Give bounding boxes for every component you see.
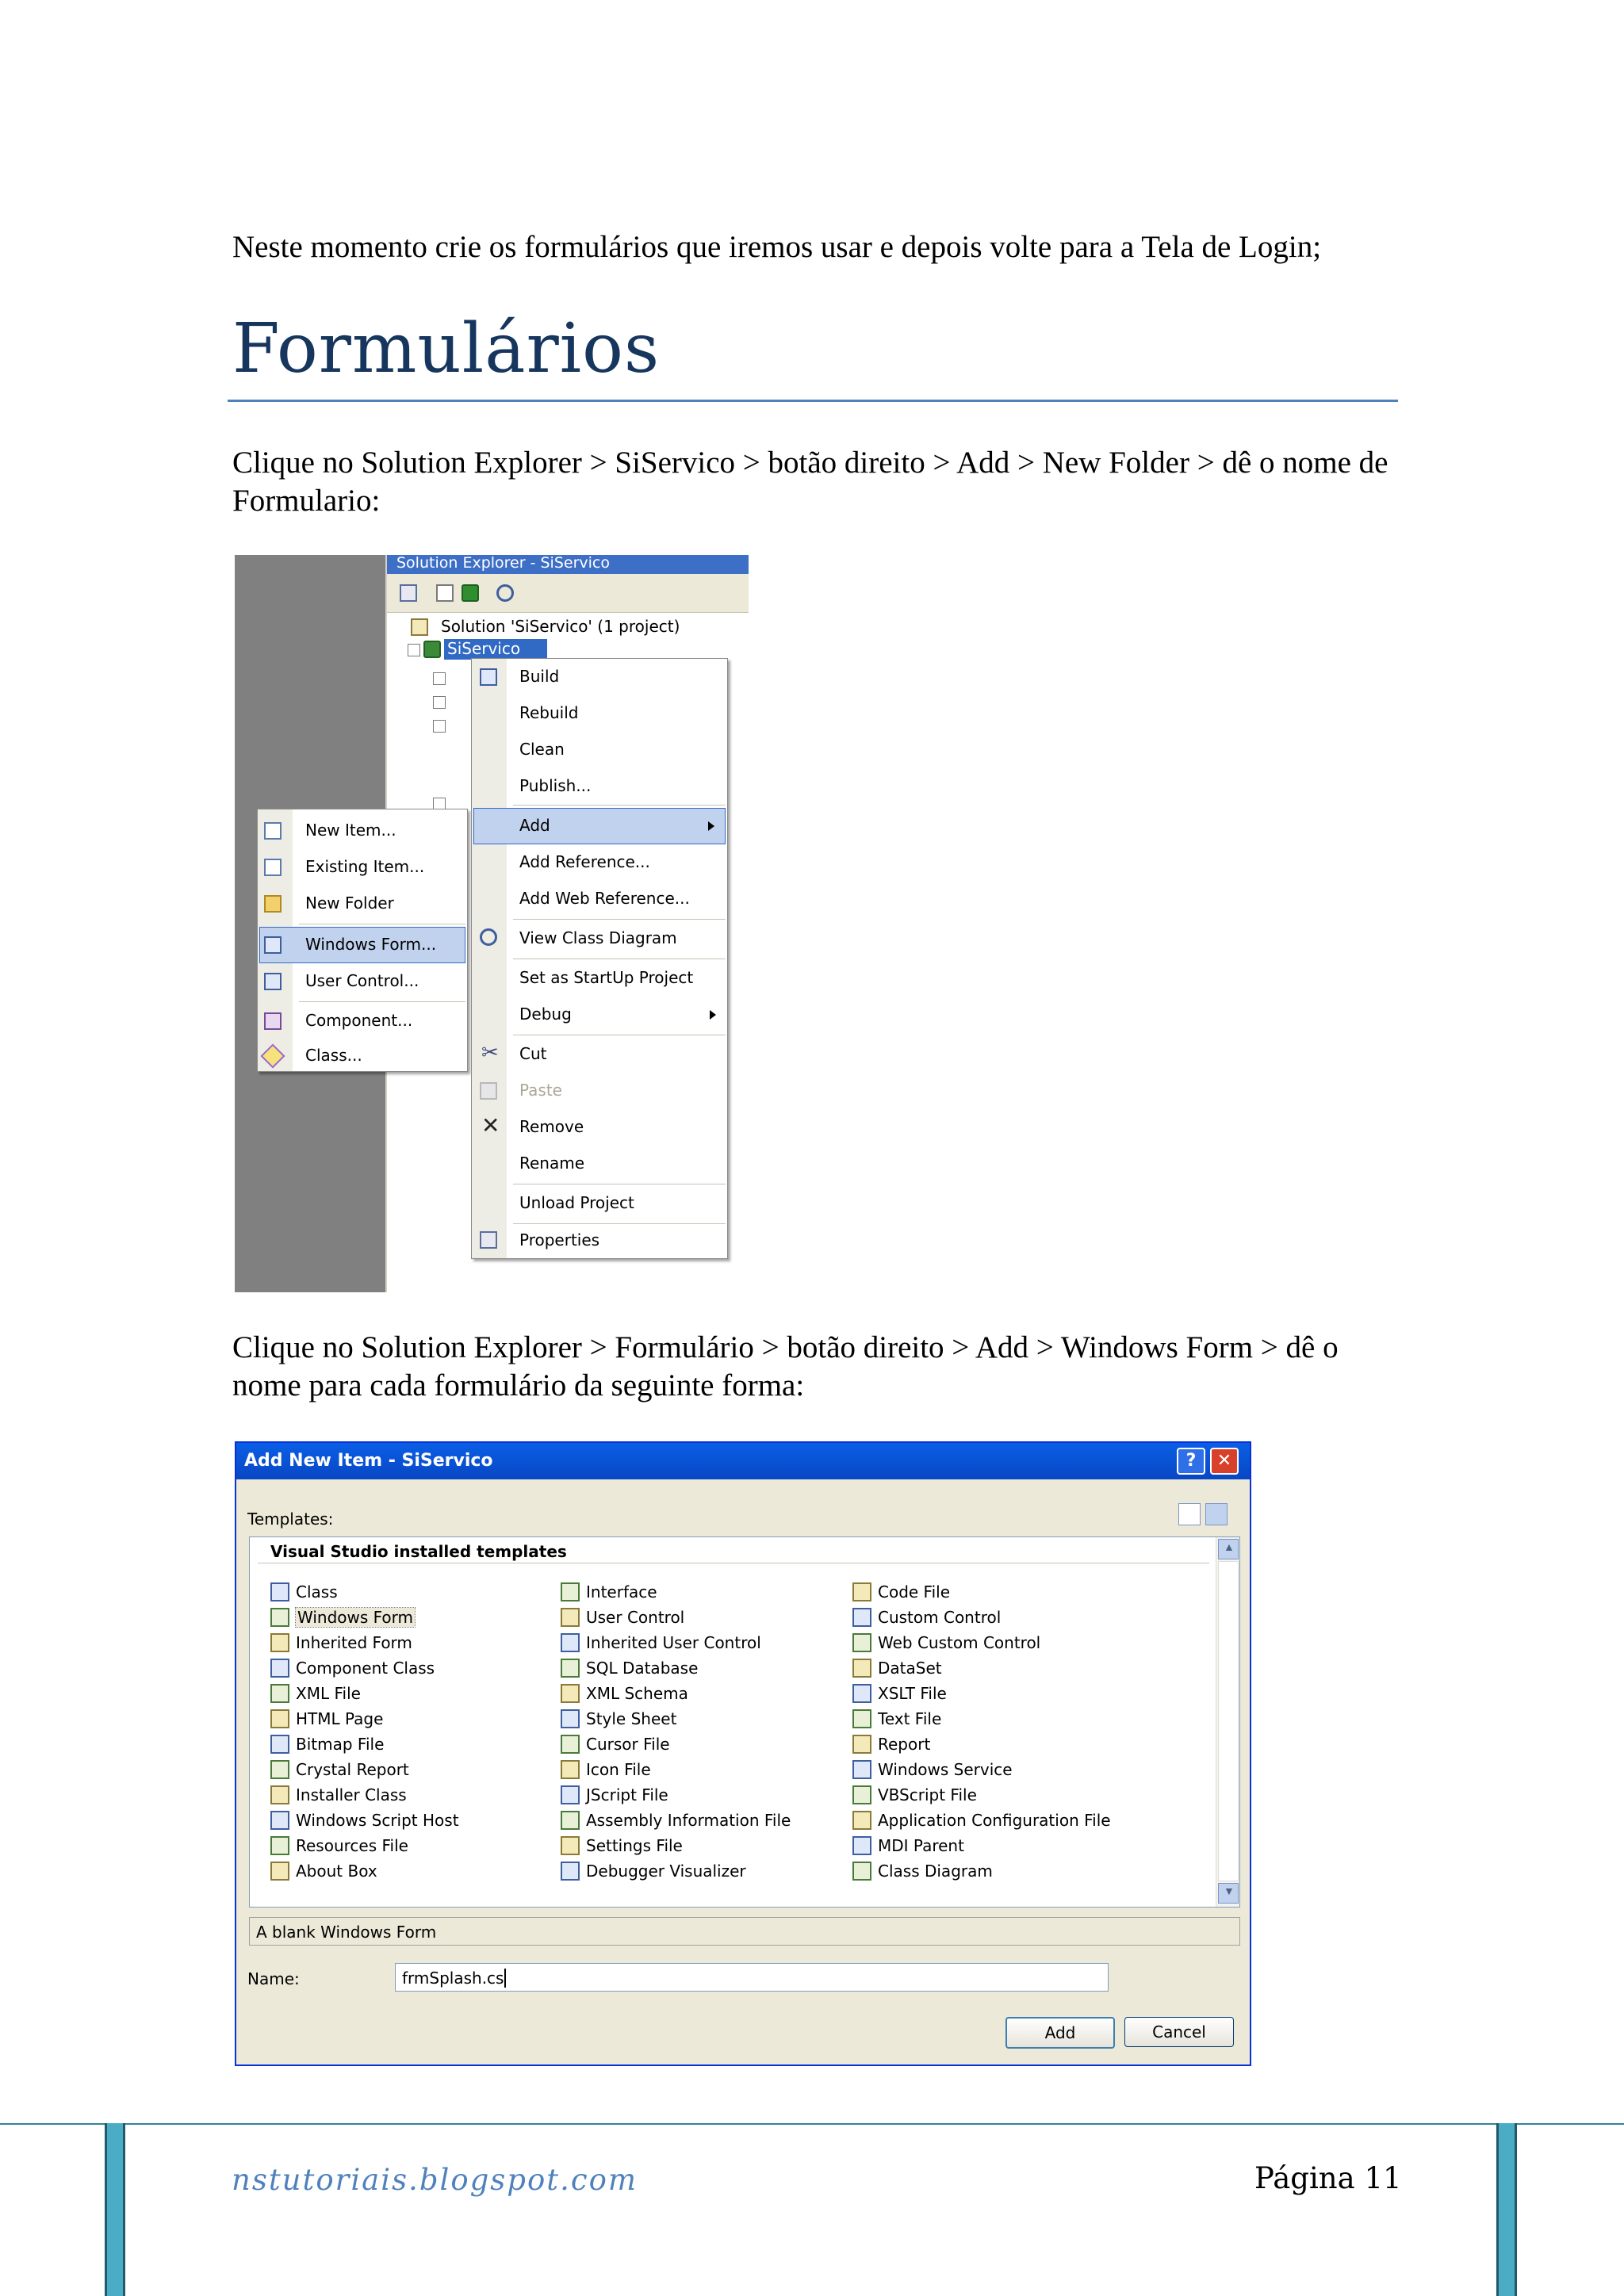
- refresh-icon[interactable]: [462, 584, 479, 602]
- chevron-down-icon: ▼: [1224, 1886, 1235, 1898]
- template-label: User Control: [586, 1608, 685, 1627]
- footer-left-bar: [105, 2123, 125, 2296]
- collapse-icon[interactable]: [408, 644, 420, 656]
- template-file-icon: [270, 1582, 289, 1601]
- menu-item-user-control[interactable]: User Control...: [258, 963, 467, 1000]
- menu-separator: [299, 1001, 465, 1002]
- step1-paragraph: Clique no Solution Explorer > SiServico > botão direito > Add > New Folder > dê o nome de Formulario:: [232, 446, 1388, 518]
- expand-icon[interactable]: [433, 720, 446, 733]
- template-file-icon: [852, 1633, 871, 1652]
- close-icon: ✕: [481, 1112, 500, 1138]
- footer-site: nstutoriais.blogspot.com: [232, 2163, 638, 2197]
- menu-separator: [513, 919, 726, 920]
- menu-item-existing-item[interactable]: Existing Item...: [258, 849, 467, 886]
- template-label: Class: [296, 1582, 338, 1601]
- menu-item-new-folder[interactable]: New Folder: [258, 886, 467, 922]
- solution-explorer-screenshot: [235, 555, 749, 1292]
- chevron-up-icon: ▲: [1224, 1542, 1235, 1554]
- template-file-icon: [270, 1760, 289, 1779]
- name-input[interactable]: [395, 1963, 1109, 1992]
- paste-icon: [480, 1082, 497, 1100]
- template-label: DataSet: [878, 1659, 942, 1678]
- template-file-icon: [270, 1836, 289, 1855]
- class-icon: [260, 1043, 285, 1068]
- windows-form-icon: [264, 936, 282, 954]
- help-icon: ?: [1185, 1451, 1197, 1471]
- template-file-icon: [270, 1785, 289, 1804]
- template-file-icon: [852, 1659, 871, 1678]
- menu-item-add-web-reference[interactable]: Add Web Reference...: [519, 889, 690, 908]
- scroll-up-button[interactable]: [1218, 1539, 1239, 1559]
- template-label: Windows Script Host: [296, 1811, 459, 1830]
- template-file-icon: [561, 1709, 580, 1728]
- template-file-icon: [561, 1836, 580, 1855]
- template-label: Custom Control: [878, 1608, 1002, 1627]
- project-node[interactable]: SiServico: [444, 639, 547, 660]
- footer-rule: [0, 2123, 1624, 2125]
- view-class-diagram-icon[interactable]: [496, 584, 514, 602]
- template-label: Component Class: [296, 1659, 435, 1678]
- scroll-down-button[interactable]: [1218, 1883, 1239, 1904]
- template-label: VBScript File: [878, 1785, 977, 1804]
- template-label: Crystal Report: [296, 1760, 409, 1779]
- template-file-icon: [270, 1811, 289, 1830]
- template-file-icon: [852, 1709, 871, 1728]
- folder-icon: [264, 895, 282, 913]
- name-input-value: frmSplash.cs: [402, 1969, 504, 1988]
- menu-item-view-class-diagram[interactable]: View Class Diagram: [472, 920, 727, 957]
- section-heading: Formulários: [232, 309, 661, 388]
- template-label: Resources File: [296, 1836, 408, 1855]
- templates-list[interactable]: [249, 1536, 1240, 1908]
- template-file-icon: [561, 1608, 580, 1627]
- menu-item-set-startup-project[interactable]: Set as StartUp Project: [519, 968, 694, 987]
- template-file-icon: [852, 1862, 871, 1881]
- template-label: MDI Parent: [878, 1836, 964, 1855]
- menu-item-publish[interactable]: Publish...: [519, 776, 592, 795]
- menu-separator: [513, 805, 726, 806]
- close-button[interactable]: [1210, 1448, 1239, 1475]
- template-file-icon: [852, 1811, 871, 1830]
- template-label: Code File: [878, 1582, 951, 1601]
- menu-item-clean[interactable]: Clean: [519, 740, 565, 759]
- menu-item-class[interactable]: Class...: [258, 1039, 467, 1071]
- template-file-icon: [852, 1785, 871, 1804]
- page-number: Página 11: [1254, 2161, 1402, 2195]
- menu-item-paste[interactable]: Paste: [472, 1073, 727, 1109]
- template-label: Inherited Form: [296, 1633, 412, 1652]
- template-label: Cursor File: [586, 1735, 670, 1754]
- template-description: A blank Windows Form: [249, 1917, 1240, 1946]
- template-label: HTML Page: [296, 1709, 384, 1728]
- template-label: Web Custom Control: [878, 1633, 1041, 1652]
- template-file-icon: [561, 1582, 580, 1601]
- template-file-icon: [270, 1735, 289, 1754]
- template-file-icon: [270, 1633, 289, 1652]
- template-label: Windows Form: [297, 1608, 414, 1627]
- template-label: Application Configuration File: [878, 1811, 1111, 1830]
- template-file-icon: [561, 1785, 580, 1804]
- scissors-icon: ✂: [481, 1041, 499, 1065]
- template-label: XML Schema: [586, 1684, 688, 1703]
- solution-node[interactable]: Solution 'SiServico' (1 project): [441, 617, 680, 636]
- template-label: Report: [878, 1735, 931, 1754]
- template-label: Class Diagram: [878, 1862, 993, 1881]
- menu-item-remove[interactable]: ✕ Remove: [481, 1112, 584, 1138]
- template-file-icon: [852, 1684, 871, 1703]
- text-cursor: [504, 1969, 506, 1988]
- intro-paragraph: Neste momento crie os formulários que iremos usar e depois volte para a Tela de Login;: [232, 230, 1322, 264]
- template-label: About Box: [296, 1862, 377, 1881]
- step2-paragraph: Clique no Solution Explorer > Formulário > botão direito > Add > Windows Form > dê o nome para cada formulário da seguinte forma:: [232, 1330, 1339, 1402]
- csharp-project-icon: [423, 641, 441, 658]
- template-file-icon: [852, 1760, 871, 1779]
- template-file-icon: [270, 1709, 289, 1728]
- template-file-icon: [852, 1735, 871, 1754]
- template-label: Icon File: [586, 1760, 651, 1779]
- template-file-icon: [270, 1862, 289, 1881]
- template-label: Installer Class: [296, 1785, 407, 1804]
- existing-item-icon: [264, 859, 282, 876]
- template-label: Settings File: [586, 1836, 683, 1855]
- template-label: Style Sheet: [586, 1709, 677, 1728]
- new-item-icon: [264, 822, 282, 840]
- template-label: Debugger Visualizer: [586, 1862, 746, 1881]
- template-label: XSLT File: [878, 1684, 947, 1703]
- template-file-icon: [852, 1836, 871, 1855]
- menu-item-rebuild[interactable]: Rebuild: [519, 703, 579, 722]
- small-icons-view-icon[interactable]: [1205, 1503, 1228, 1525]
- menu-item-add[interactable]: Add: [473, 808, 726, 844]
- scroll-thumb[interactable]: [1218, 1561, 1239, 1881]
- submenu-arrow-icon: [708, 821, 714, 831]
- template-file-icon: [270, 1608, 289, 1627]
- help-button[interactable]: [1177, 1448, 1205, 1475]
- cancel-button[interactable]: Cancel: [1124, 2017, 1234, 2047]
- template-file-icon: [561, 1633, 580, 1652]
- dialog-title: Add New Item - SiServico: [244, 1451, 493, 1471]
- panel-title-bar[interactable]: Solution Explorer - SiServico: [387, 555, 749, 574]
- expand-icon[interactable]: [433, 672, 446, 685]
- class-diagram-icon: [480, 928, 497, 946]
- heading-underline: [228, 400, 1398, 402]
- template-label: Bitmap File: [296, 1735, 385, 1754]
- close-icon: ✕: [1216, 1451, 1232, 1471]
- template-file-icon: [270, 1659, 289, 1678]
- template-label: Assembly Information File: [586, 1811, 791, 1830]
- template-file-icon: [561, 1760, 580, 1779]
- templates-label: Templates:: [247, 1510, 334, 1529]
- menu-item-add-reference[interactable]: Add Reference...: [519, 852, 650, 871]
- template-file-icon: [852, 1582, 871, 1601]
- template-label: Inherited User Control: [586, 1633, 761, 1652]
- template-label: SQL Database: [586, 1659, 699, 1678]
- build-icon: [480, 668, 497, 686]
- template-label: Interface: [586, 1582, 657, 1601]
- template-label: Text File: [878, 1709, 942, 1728]
- menu-item-cut[interactable]: ✂ Cut: [481, 1041, 547, 1065]
- menu-item-debug[interactable]: Debug: [472, 997, 727, 1033]
- template-file-icon: [561, 1684, 580, 1703]
- large-icons-view-icon[interactable]: [1178, 1503, 1201, 1525]
- menu-item-unload-project[interactable]: Unload Project: [519, 1193, 634, 1212]
- menu-item-build[interactable]: Build: [472, 659, 727, 695]
- add-new-item-dialog: [235, 1441, 1251, 2066]
- dialog-title-bar[interactable]: [236, 1443, 1251, 1479]
- project-context-menu: [471, 658, 728, 1259]
- component-icon: [264, 1012, 282, 1030]
- show-all-files-icon[interactable]: [436, 584, 454, 602]
- templates-group-header: Visual Studio installed templates: [270, 1542, 567, 1561]
- template-label: JScript File: [586, 1785, 668, 1804]
- panel-toolbar: [387, 574, 749, 613]
- add-button[interactable]: Add: [1005, 2017, 1115, 2049]
- name-label: Name:: [247, 1969, 300, 1988]
- template-file-icon: [270, 1684, 289, 1703]
- template-file-icon: [561, 1659, 580, 1678]
- menu-item-new-item[interactable]: New Item...: [258, 813, 467, 849]
- add-submenu: [257, 809, 468, 1072]
- vertical-scrollbar[interactable]: [1216, 1537, 1240, 1907]
- submenu-arrow-icon: [710, 1010, 716, 1020]
- template-file-icon: [561, 1735, 580, 1754]
- template-label: Windows Service: [878, 1760, 1013, 1779]
- menu-item-rename[interactable]: Rename: [519, 1154, 585, 1173]
- properties-icon[interactable]: [400, 584, 417, 602]
- menu-item-windows-form[interactable]: Windows Form...: [259, 927, 465, 963]
- properties-icon: [480, 1231, 497, 1249]
- menu-item-component[interactable]: Component...: [258, 1003, 467, 1039]
- solution-icon: [411, 618, 428, 636]
- menu-item-properties[interactable]: Properties: [472, 1223, 727, 1258]
- user-control-icon: [264, 973, 282, 990]
- template-file-icon: [561, 1862, 580, 1881]
- template-file-icon: [561, 1811, 580, 1830]
- template-label: XML File: [296, 1684, 361, 1703]
- footer-right-bar: [1496, 2123, 1517, 2296]
- expand-icon[interactable]: [433, 696, 446, 709]
- template-file-icon: [852, 1608, 871, 1627]
